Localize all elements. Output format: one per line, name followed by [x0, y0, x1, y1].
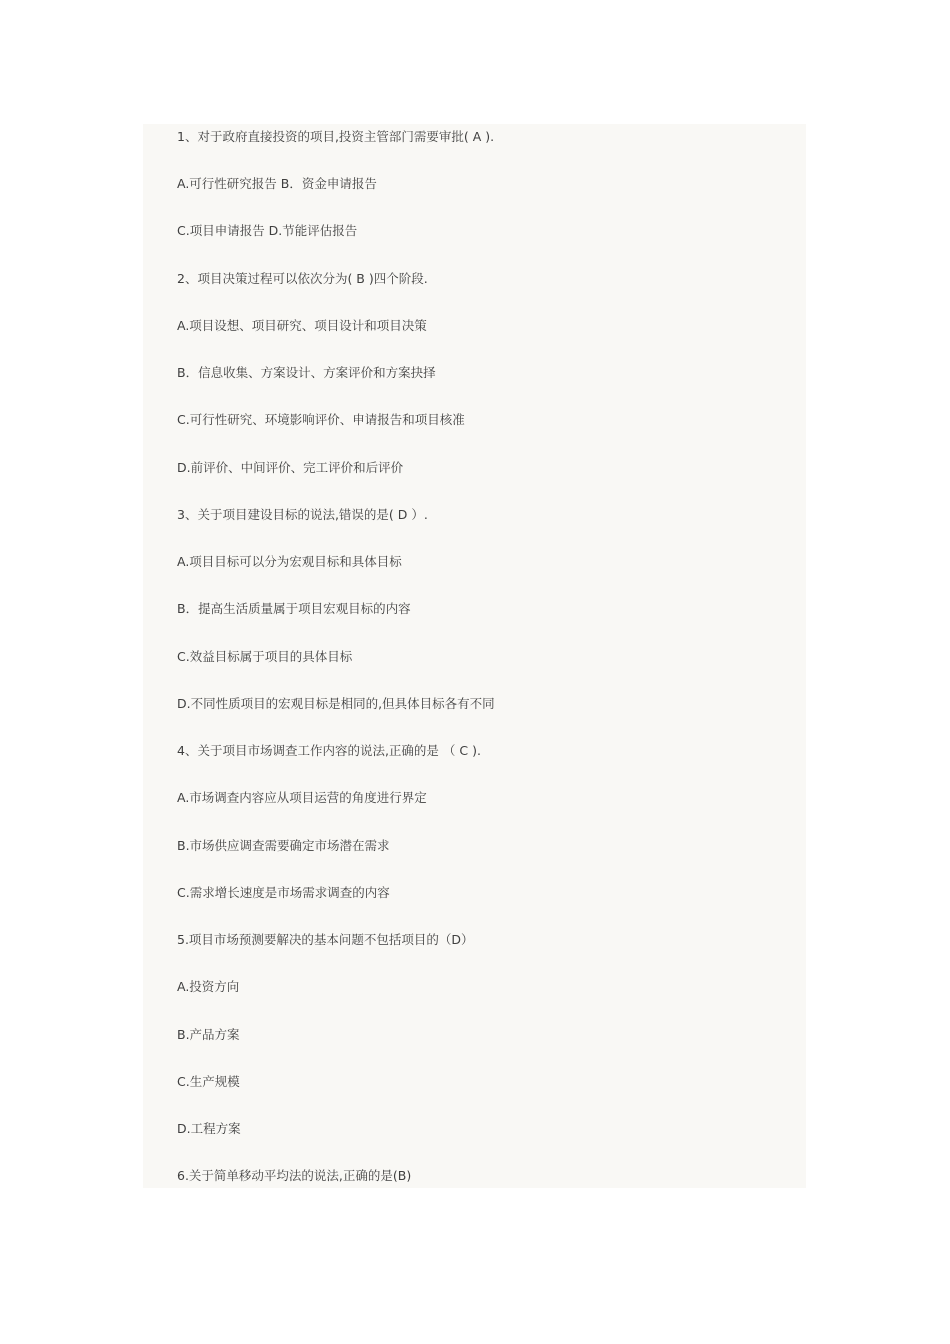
question-4-option-a: A.市场调查内容应从项目运营的角度进行界定 [177, 790, 427, 805]
question-1-text: 1、对于政府直接投资的项目,投资主管部门需要审批( A ). [177, 129, 495, 144]
question-6-text: 6.关于简单移动平均法的说法,正确的是(B) [177, 1168, 412, 1183]
question-5-option-c: C.生产规模 [177, 1074, 240, 1089]
question-1-options-ab: A.可行性研究报告 B．资金申请报告 [177, 176, 377, 191]
document-page [143, 124, 806, 1188]
question-4-option-b: B.市场供应调查需要确定市场潜在需求 [177, 838, 390, 853]
question-3-option-a: A.项目目标可以分为宏观目标和具体目标 [177, 554, 402, 569]
question-3-option-c: C.效益目标属于项目的具体目标 [177, 649, 353, 664]
question-3-option-b: B．提高生活质量属于项目宏观目标的内容 [177, 601, 411, 616]
question-1-options-cd: C.项目申请报告 D.节能评估报告 [177, 223, 358, 238]
question-5-option-a: A.投资方向 [177, 979, 240, 994]
question-3-text: 3、关于项目建设目标的说法,错误的是( D ）. [177, 507, 428, 522]
question-5-option-d: D.工程方案 [177, 1121, 241, 1136]
question-4-text: 4、关于项目市场调查工作内容的说法,正确的是 （ C ). [177, 743, 481, 758]
question-5-text: 5.项目市场预测要解决的基本问题不包括项目的（D） [177, 932, 474, 947]
question-5-option-b: B.产品方案 [177, 1027, 240, 1042]
question-2-option-b: B．信息收集、方案设计、方案评价和方案抉择 [177, 365, 436, 380]
question-3-option-d: D.不同性质项目的宏观目标是相同的,但具体目标各有不同 [177, 696, 495, 711]
question-2-option-c: C.可行性研究、环境影响评价、申请报告和项目核准 [177, 412, 465, 427]
question-2-option-d: D.前评价、中间评价、完工评价和后评价 [177, 460, 404, 475]
question-2-option-a: A.项目设想、项目研究、项目设计和项目决策 [177, 318, 427, 333]
question-4-option-c: C.需求增长速度是市场需求调查的内容 [177, 885, 390, 900]
question-2-text: 2、项目决策过程可以依次分为( B )四个阶段. [177, 271, 428, 286]
